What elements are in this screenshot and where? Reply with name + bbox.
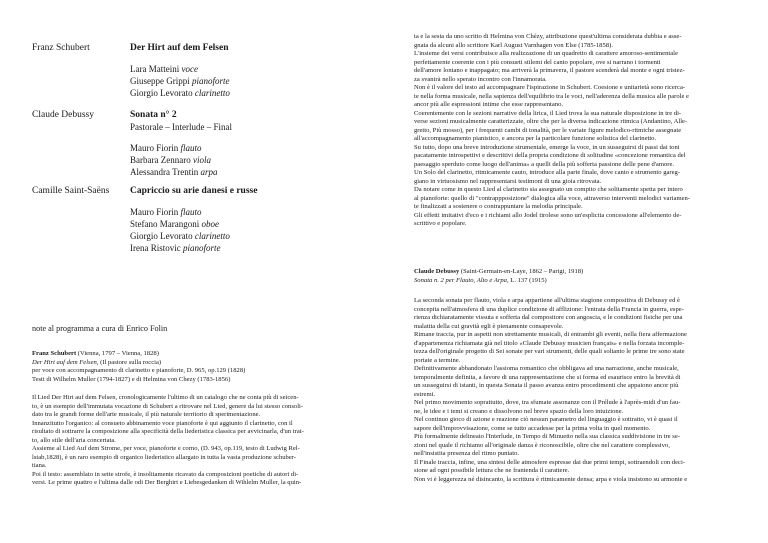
program-composer: Claude Debussy <box>32 110 95 120</box>
text-line: Su tutto, dopo una breve introduzione strumentale, emerge la voce, in un susseguirsi di passi dai toni <box>414 143 680 151</box>
text-line: gnata da alcuni allo scrittore Karl August Varnhagen von Else (1785-1858). <box>414 41 613 49</box>
heading-line: Sonata n. 2 per Flauto, Alto e Arpa, L. 137 (1915) <box>414 276 547 284</box>
text-line: lstab,1828), è un raro esempio di organico liederistico allargato in tutta la vasta produzione schuber- <box>32 453 297 461</box>
performer: Irena Ristovic pianoforte <box>130 243 221 253</box>
text-line: Più formalmente delineato l'Interlude, in Tempo di Minuetto nella sua classica suddivisione in tre se- <box>414 433 680 440</box>
text-line: za svanirà nello sperato incontro con l'innamorata. <box>414 75 547 83</box>
text-line: Poi il testo: assemblato in sette strofe, è insolitamente ricavato da composizioni poetiche di autori di- <box>32 470 299 478</box>
text-line: Nel continuo gioco di azione e reazione ciò nessun parametro del linguaggio è sottratto, vi è quasi il <box>414 416 678 423</box>
text-line: d'appartenenza richiamata già nel titolo «Claude Debussy musicien français» e nella forzata incomple- <box>414 339 685 347</box>
program-performers <box>130 206 230 254</box>
text-line: Da notare come in questo Lied al clarinetto sia assegnato un compito che solitamente spetta per intero <box>414 186 683 193</box>
text-line: perfettamente coerente con i più consueti stilemi del canto popolare, ove si narrano i tormenti <box>414 58 661 66</box>
right-page <box>384 0 768 543</box>
text-line: estremi. <box>414 390 436 398</box>
notes-credit: note al programma a cura di Enrico Folin <box>32 324 168 333</box>
text-line: La seconda sonata per flauto, viola e arpa appartiene all'ultima stagione compositiva di Debussy ed è <box>414 297 680 304</box>
text-line: to, è un esempio dell'immutata vocazione di Schubert a ritrovare nel Lied, genere da lui stesso consoli- <box>32 402 304 410</box>
schubert-notes-continued <box>414 33 744 229</box>
text-line: all'accompagnamento pianistico, e ancora per la particolare funzione solistica del clarinetto. <box>414 135 657 142</box>
text-line: Il Finale traccia, infine, una sintesi delle atmosfere espresse dai due primi tempi, sottraendoli con deci- <box>414 458 685 466</box>
text-line: L'insieme dei versi contribuisce alla realizzazione di un quadretto di carattere amoroso-sentimentale <box>414 50 678 57</box>
debussy-heading <box>414 268 744 285</box>
text-line: te nella forma musicale, nella sapienza dell'equilibrio tra le voci, nell'aderenza della musica alle parole e <box>414 92 689 100</box>
text-line: al pianoforte: quello di "contrappposizione" dialogica alla voce, attraverso interventi melodici variamen- <box>414 194 690 202</box>
program-work-title: Der Hirt auf dem Felsen <box>130 43 229 53</box>
text-line: sapore dell'improvvisazione, come se tutto accadesse per la prima volta in quel momento. <box>414 424 651 432</box>
text-line: gretto, Più mosso), per i frequenti cambi di tonalità, per le variate figure melodico-ritmiche assegnate <box>414 126 682 134</box>
text-line: pacatamente introspettivi e descrittivi della propria condizione di solitudine «concezione romantica del <box>414 152 686 159</box>
text-line: zioni nel quale il richiamo all'originale danza è riconoscibile, oltre che nel carattere complessivo, <box>414 441 670 449</box>
text-line: concepita nell'atmosfera di una duplice condizione di afflizione: l'entrata della Francia in guerra, espe- <box>414 305 684 313</box>
performer: Giuseppe Grippi pianoforte <box>130 76 230 86</box>
performer: Lara Matteini voce <box>130 64 198 74</box>
text-line: Non vi è leggerezza né disincanto, la scrittura è ritmicamente densa; arpa e viola insistono su armonie e <box>414 475 688 483</box>
debussy-notes-body <box>414 297 744 484</box>
program-performers <box>130 142 218 178</box>
program-work-title: Sonata n° 2 <box>130 110 177 120</box>
text-line: Definitivamente abbandonato l'assioma romantico che obbligava ad una narrazione, anche musicale, <box>414 365 679 372</box>
performer: Stefano Marangoni oboe <box>130 219 219 229</box>
text-line: ancor più alle espressioni intime che esse rappresentano. <box>414 101 564 108</box>
text-line: nell'insistita presenza del ritmo puntato. <box>414 450 520 457</box>
text-line: tiana. <box>32 462 47 469</box>
text-line: sione ad ogni possibile lettura che ne frantenda il carattere. <box>414 467 570 474</box>
text-line: scrittivo e popolare. <box>414 220 467 227</box>
performer: Giorgio Levorato clarinetto <box>130 231 230 241</box>
text-line: Coerentemente con le sezioni narrative della lirica, il Lied trova la sua naturale disposizione in tre di- <box>414 109 682 117</box>
text-line: portate a termine. <box>414 356 461 364</box>
performer: Alessandra Trentin arpa <box>130 167 218 177</box>
text-line: Il Lied Der Hirt auf dem Felsen, cronologicamente l'ultimo di un catalogo che ne conta più di seicen- <box>32 394 299 401</box>
heading-line: Der Hirt auf dem Felsen, (Il pastore sulla roccia) <box>32 358 162 366</box>
text-line: Innanzitutto l'organico: al consueto abbinamento voce pianoforte è qui aggiunto il clarinetto, con il <box>32 419 293 427</box>
schubert-notes-body <box>32 394 362 488</box>
text-line: Un Solo del clarinetto, ritmicamente cauto, introduce alla parte finale, dove canto e strumento gareg- <box>414 169 681 176</box>
text-line: Nel primo movimento soprattutto, dove, tra sfumate assonanze con il Prélude à l'après-midi d'un fau- <box>414 399 681 406</box>
text-line: versi. Le prime quattro e l'ultima dalle odi Der Berghirt e Liebesgedanken di Wihlelm Muller, la quin- <box>32 479 302 486</box>
text-line: rienza dichiaratamente vissuta e sofferta dal compositore con angoscia, e le condizioni fisiche per una <box>414 314 683 321</box>
text-line: paesaggio sperduto come luogo dell'anima» a quelli della più sofferta passione delle pene d'amore. <box>414 160 675 168</box>
performer: Mauro Fiorin flauto <box>130 143 202 153</box>
text-line: tezza dell'originale progetto di Sei sonate per vari strumenti, delle quali soltanto le prime tre sono state <box>414 348 685 355</box>
text-line: ne, le idee e i temi si creano e dissolvono nel breve spazio della loro intuizione. <box>414 407 624 415</box>
text-line: dell'amore lontano e inappagato; ma arriverà la primavera, il pastore scenderà dal monte e ogni tristez- <box>414 67 685 74</box>
text-line: un susseguirsi di istanti, in questa Sonata il passo avanza entro procedimenti che appaiono ancor più <box>414 382 679 389</box>
program-performers <box>130 63 230 99</box>
schubert-heading <box>32 350 362 384</box>
text-line: Rimane traccia, pur in aspetti non strettamente musicali, di entrambi gli eventi, nella fiera affermazione <box>414 331 687 338</box>
text-line: Gli effetti imitativi d'eco e i richiami allo Jodel tirolese sono un'esplicita concessione all'elemento de- <box>414 211 682 219</box>
text-line: malattia della cui gravità egli è pienamente consapevole. <box>414 322 564 330</box>
text-line: giano in virtuosismo nel rappresentarsi testimoni di una gioia ritrovata. <box>414 177 602 185</box>
text-line: Assieme al Lied Auf dem Strome, per voce, pianoforte e corno, (D. 943, op.119, testo di Ludwig Rel- <box>32 445 300 452</box>
performer: Barbara Zennaro viola <box>130 155 211 165</box>
text-line: Non è il valore del testo ad accompagnare l'ispirazione in Schubert. Coesione e unitarietà sono ricerca- <box>414 84 686 91</box>
program-composer: Camille Saint-Saëns <box>32 186 110 196</box>
heading-line: Testi di Wilhelm Muller (1794-1827) e di Helmina von Chezy (1783-1856) <box>32 375 231 383</box>
heading-line: per voce con accompagnamento di clarinetto e pianoforte, D. 965, op.129 (1828) <box>32 367 246 374</box>
heading-line: Franz Schubert (Vienna, 1797 – Vienna, 1828) <box>32 350 159 357</box>
heading-line: Claude Debussy (Saint-Germain-en-Laye, 1862 – Parigi, 1918) <box>414 268 584 275</box>
text-line: temporalmente definita, a favore di una rappresentazione che si forma ed esaurisce entro la brevità di <box>414 373 681 381</box>
performer: Mauro Fiorin flauto <box>130 207 202 217</box>
text-line: risultato di sottrarre la composizione alla specificità della liederistica classica per avvicinarla, d'un trat- <box>32 428 304 435</box>
program-composer: Franz Schubert <box>32 43 90 53</box>
program-work-subtitle: Pastorale – Interlude – Final <box>130 122 232 132</box>
program-work-title: Capriccio su arie danesi e russe <box>130 186 258 196</box>
text-line: to, allo stile dell'aria concertata. <box>32 436 116 444</box>
text-line: ta e la sesta da uno scritto di Helmina von Chézy, attribuzione quest'ultima considerata dubbia e asse- <box>414 33 682 40</box>
performer: Giorgio Levorato clarinetto <box>130 88 230 98</box>
text-line: dato tra le grandi forme dell'arte musicale, il più naturale territorio di sperimentazione. <box>32 411 261 418</box>
text-line: te finalizzati a sostenere o contrappuntare la melodia principale. <box>414 203 583 210</box>
text-line: verse sezioni musicalmente caratterizzate, oltre che per la diversa indicazione ritmica (Andantino, Alle- <box>414 118 688 125</box>
